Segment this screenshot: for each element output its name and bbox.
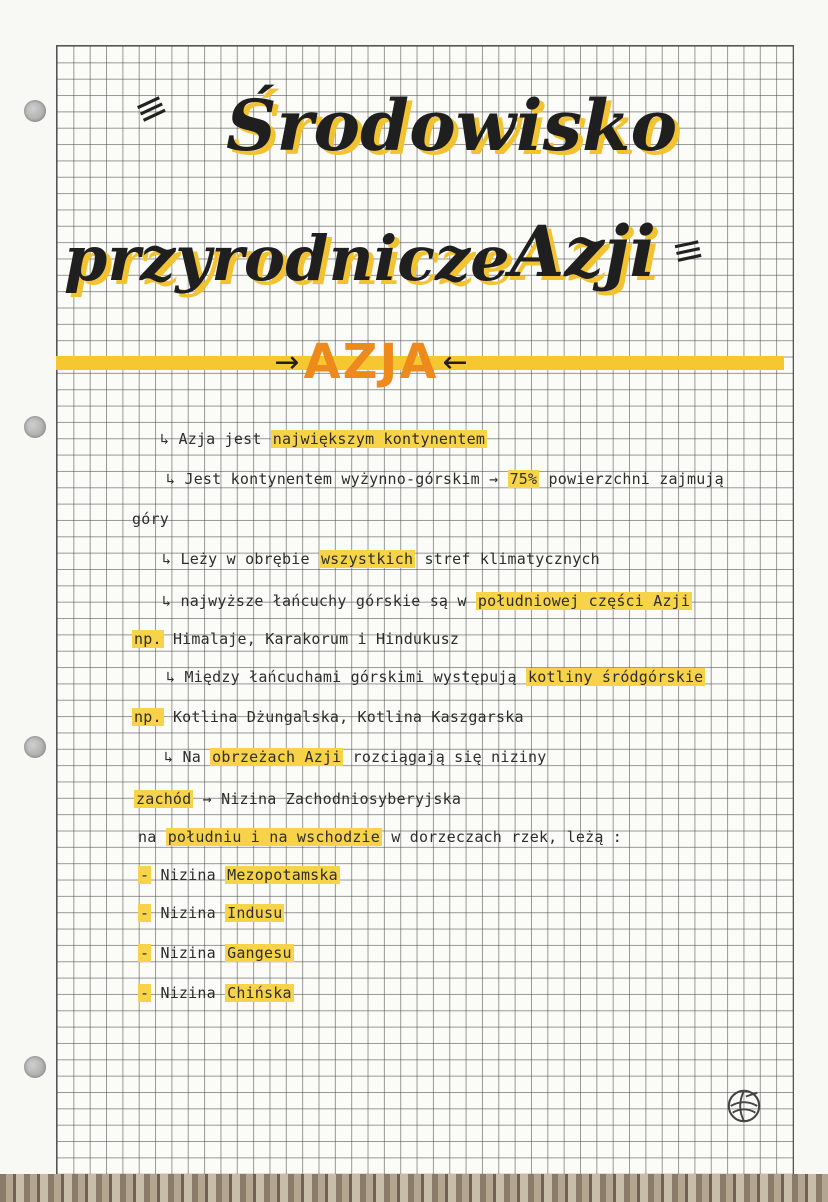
note-line [160, 430, 487, 448]
highlight-text: kotliny śródgórskie [528, 668, 704, 686]
highlight-text: Gangesu [227, 944, 292, 962]
highlight-text: Indusu [227, 904, 283, 922]
note-line [138, 866, 340, 884]
note-line [166, 668, 705, 686]
highlight-text: największym kontynentem [272, 430, 486, 448]
right-arrow-icon: → [274, 344, 300, 380]
bullet-arrow-icon: ↳ [166, 668, 176, 686]
note-text: Nizina [160, 984, 216, 1002]
highlight-text: - [140, 944, 150, 962]
highlight-text: obrzeżach Azji [212, 748, 342, 766]
bullet-arrow-icon: ↳ [162, 592, 172, 610]
title-line-1: Środowisko [226, 84, 678, 167]
note-text: Na [182, 748, 201, 766]
arrow-icon: → [489, 470, 499, 488]
title-line-2a: przyrodnicze [64, 222, 510, 295]
arrow-icon: → [202, 790, 212, 808]
note-line [132, 630, 459, 648]
note-text: Między łańcuchami górskimi występują [184, 668, 517, 686]
highlight-text: np. [134, 630, 162, 648]
note-text: powierzchni zajmują [548, 470, 724, 488]
note-text: góry [132, 510, 169, 528]
globe-logo-icon [725, 1087, 763, 1125]
bullet-arrow-icon: ↳ [162, 550, 172, 568]
punch-hole [24, 416, 46, 438]
punch-hole [24, 736, 46, 758]
note-text: na [138, 828, 157, 846]
note-line [138, 828, 622, 846]
highlight-text: Chińska [227, 984, 292, 1002]
highlight-text: Mezopotamska [227, 866, 338, 884]
note-line [162, 592, 692, 610]
note-text: Leży w obrębie [180, 550, 310, 568]
note-line [132, 708, 524, 726]
highlight-text: południu i na wschodzie [167, 828, 381, 846]
left-arrow-icon: ← [442, 344, 468, 380]
heading-label: AZJA [303, 334, 439, 390]
right-marks-icon: ≡ [667, 225, 709, 275]
note-text: stref klimatycznych [424, 550, 600, 568]
note-text: Nizina [160, 904, 216, 922]
note-text: Azja jest [178, 430, 262, 448]
bullet-arrow-icon: ↳ [160, 430, 170, 448]
note-line [138, 944, 294, 962]
note-text: Jest kontynentem wyżynno-górskim [184, 470, 480, 488]
note-text: w dorzeczach rzek, leżą : [391, 828, 623, 846]
punch-hole [24, 100, 46, 122]
note-text: Kotlina Dżungalska, Kotlina Kaszgarska [172, 708, 524, 726]
note-text: Nizina Zachodniosyberyjska [221, 790, 462, 808]
highlight-text: 75% [509, 470, 538, 488]
highlight-text: zachód [136, 790, 192, 808]
note-line [138, 904, 284, 922]
punch-hole [24, 1056, 46, 1078]
highlight-text: np. [134, 708, 162, 726]
note-text: najwyższe łańcuchy górskie są w [180, 592, 467, 610]
note-line [164, 748, 547, 766]
note-text: rozciągają się niziny [352, 748, 547, 766]
bullet-arrow-icon: ↳ [166, 470, 176, 488]
highlight-text: wszystkich [320, 550, 414, 568]
bullet-arrow-icon: ↳ [164, 748, 174, 766]
grid-paper [56, 45, 794, 1179]
binding-strip [0, 1174, 828, 1202]
note-line [134, 790, 461, 808]
section-heading [268, 330, 474, 394]
note-line [166, 470, 724, 488]
highlight-text: - [140, 904, 150, 922]
note-text: Nizina [160, 866, 216, 884]
highlight-text: - [140, 984, 150, 1002]
note-text: Nizina [160, 944, 216, 962]
note-line [138, 984, 294, 1002]
highlight-text: południowej części Azji [477, 592, 691, 610]
title-line-2b: Azji [510, 210, 656, 293]
left-marks-icon: ≡ [127, 81, 175, 135]
note-text: Himalaje, Karakorum i Hindukusz [172, 630, 460, 648]
note-line [132, 510, 169, 528]
highlight-text: - [140, 866, 150, 884]
note-line [162, 550, 600, 568]
